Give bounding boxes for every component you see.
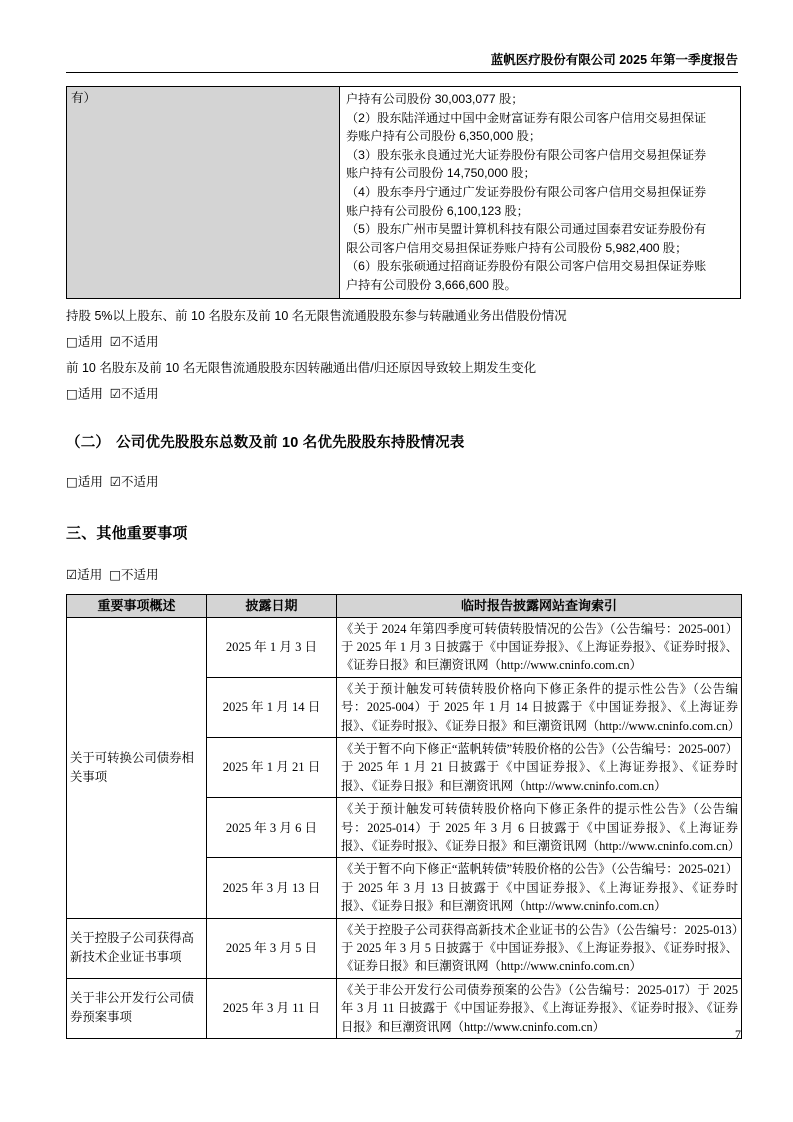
not-applicable-label: 不适用 bbox=[121, 474, 159, 489]
event-date-cell: 2025 年 1 月 14 日 bbox=[207, 677, 337, 737]
detail-line: （4）股东李丹宁通过广发证券股份有限公司客户信用交易担保证券 bbox=[346, 184, 707, 199]
detail-line: 户持有公司股份 30,003,077 股； bbox=[346, 92, 524, 106]
detail-line: 限公司客户信用交易担保证券账户持有公司股份 5,982,400 股； bbox=[346, 240, 688, 255]
event-index-cell: 《关于预计触发可转债转股价格向下修正条件的提示性公告》（公告编号：2025-004）于 2025 年 1 月 14 日披露于《中国证券报》、《上海证券报》、《证券时报》、《证券日报》和巨潮资讯网（http://www.cninfo.com.cn） bbox=[337, 677, 742, 737]
detail-line: （2）股东陆洋通过中国中金财富证券有限公司客户信用交易担保证 bbox=[346, 110, 707, 125]
securities-lending-checkline bbox=[66, 333, 741, 351]
shareholder-notes-left-cell: 有） bbox=[67, 87, 340, 299]
not-applicable-label: 不适用 bbox=[121, 567, 159, 582]
checkbox-checked-icon[interactable]: ☑ bbox=[109, 385, 121, 401]
report-header-title: 蓝帆医疗股份有限公司 2025 年第一季度报告 bbox=[490, 53, 738, 67]
column-header-date: 披露日期 bbox=[207, 594, 337, 617]
section-two-checkline bbox=[66, 473, 741, 491]
detail-line: 账户持有公司股份 6,100,123 股； bbox=[346, 203, 529, 218]
column-header-index: 临时报告披露网站查询索引 bbox=[337, 594, 742, 617]
event-date-cell: 2025 年 3 月 13 日 bbox=[207, 858, 337, 918]
checkbox-checked-icon[interactable]: ☑ bbox=[109, 333, 121, 349]
detail-line: 券账户持有公司股份 6,350,000 股； bbox=[346, 129, 542, 144]
checkbox-unchecked-icon[interactable]: □ bbox=[66, 385, 78, 401]
lending-change-statement: 前 10 名股东及前 10 名无限售流通股股东因转融通出借/归还原因导致较上期发生变化 bbox=[66, 360, 537, 375]
header-divider bbox=[66, 72, 738, 73]
checkbox-unchecked-icon[interactable]: □ bbox=[109, 566, 121, 582]
column-header-topic: 重要事项概述 bbox=[67, 594, 207, 617]
section-two-heading bbox=[66, 433, 741, 453]
applicable-label: 适用 bbox=[77, 386, 103, 401]
important-events-table bbox=[66, 594, 742, 1040]
page-content bbox=[66, 86, 741, 1039]
shareholder-detail-table bbox=[66, 86, 741, 299]
table-row bbox=[67, 87, 741, 299]
detail-line: （6）股东张硕通过招商证券股份有限公司客户信用交易担保证券账 bbox=[346, 259, 707, 274]
checkbox-unchecked-icon[interactable]: □ bbox=[66, 333, 78, 349]
applicable-label: 适用 bbox=[77, 567, 103, 582]
event-date-cell: 2025 年 3 月 11 日 bbox=[207, 978, 337, 1038]
detail-line: （3）股东张永良通过光大证券股份有限公司客户信用交易担保证券 bbox=[346, 147, 707, 162]
event-index-cell: 《关于暂不向下修正“蓝帆转债”转股价格的公告》（公告编号：2025-007）于 2025 年 1 月 21 日披露于《中国证券报》、《上海证券报》、《证券时报》、《证券日报》和巨潮资讯网（http://www.cninfo.com.cn） bbox=[337, 737, 742, 797]
shareholder-notes-detail-cell bbox=[340, 87, 741, 299]
section-three-checkline bbox=[66, 566, 741, 584]
securities-lending-statement: 持股 5%以上股东、前 10 名股东及前 10 名无限售流通股股东参与转融通业务出借股份情况 bbox=[66, 308, 567, 323]
page-number: 7 bbox=[735, 1027, 741, 1041]
event-index-cell: 《关于非公开发行公司债券预案的公告》（公告编号：2025-017）于 2025 年 3 月 11 日披露于《中国证券报》、《上海证券报》、《证券时报》、《证券日报》和巨潮资讯网（http://www.cninfo.com.cn） bbox=[337, 978, 742, 1038]
section-two-title: 公司优先股股东总数及前 10 名优先股股东持股情况表 bbox=[116, 434, 465, 451]
detail-line: （5）股东广州市昊盟计算机科技有限公司通过国泰君安证券股份有 bbox=[346, 222, 707, 237]
applicable-label: 适用 bbox=[77, 334, 103, 349]
event-topic-cell: 关于非公开发行公司债券预案事项 bbox=[67, 978, 207, 1038]
table-row bbox=[67, 617, 742, 677]
detail-line: 户持有公司股份 3,666,600 股。 bbox=[346, 277, 517, 292]
table-header-row bbox=[67, 594, 742, 617]
event-topic-cell: 关于控股子公司获得高新技术企业证书事项 bbox=[67, 918, 207, 978]
event-index-cell: 《关于预计触发可转债转股价格向下修正条件的提示性公告》（公告编号：2025-014）于 2025 年 3 月 6 日披露于《中国证券报》、《上海证券报》、《证券时报》、《证券日报》和巨潮资讯网（http://www.cninfo.com.cn） bbox=[337, 798, 742, 858]
page-header bbox=[66, 52, 738, 73]
event-date-cell: 2025 年 3 月 6 日 bbox=[207, 798, 337, 858]
event-date-cell: 2025 年 1 月 21 日 bbox=[207, 737, 337, 797]
section-three-heading: 三、其他重要事项 bbox=[66, 524, 188, 542]
event-index-cell: 《关于 2024 年第四季度可转债转股情况的公告》（公告编号：2025-001）于 2025 年 1 月 3 日披露于《中国证券报》、《上海证券报》、《证券时报》、《证券日报》和巨潮资讯网（http://www.cninfo.com.cn） bbox=[337, 617, 742, 677]
checkbox-unchecked-icon[interactable]: □ bbox=[66, 473, 78, 489]
applicable-label: 适用 bbox=[77, 474, 103, 489]
not-applicable-label: 不适用 bbox=[121, 334, 159, 349]
detail-line: 账户持有公司股份 14,750,000 股； bbox=[346, 166, 536, 181]
table-row bbox=[67, 978, 742, 1038]
section-two-number: （二） bbox=[66, 434, 111, 451]
checkbox-checked-icon[interactable]: ☑ bbox=[109, 473, 121, 489]
not-applicable-label: 不适用 bbox=[121, 386, 159, 401]
event-index-cell: 《关于控股子公司获得高新技术企业证书的公告》（公告编号：2025-013）于 2025 年 3 月 5 日披露于《中国证券报》、《上海证券报》、《证券时报》、《证券日报》和巨潮资讯网（http://www.cninfo.com.cn） bbox=[337, 918, 742, 978]
event-date-cell: 2025 年 3 月 5 日 bbox=[207, 918, 337, 978]
event-topic-cell: 关于可转换公司债券相关事项 bbox=[67, 617, 207, 918]
event-date-cell: 2025 年 1 月 3 日 bbox=[207, 617, 337, 677]
event-index-cell: 《关于暂不向下修正“蓝帆转债”转股价格的公告》（公告编号：2025-021）于 2025 年 3 月 13 日披露于《中国证券报》、《上海证券报》、《证券时报》、《证券日报》和巨潮资讯网（http://www.cninfo.com.cn） bbox=[337, 858, 742, 918]
checkbox-checked-icon[interactable]: ☑ bbox=[66, 566, 78, 582]
lending-change-checkline bbox=[66, 385, 741, 403]
table-row bbox=[67, 918, 742, 978]
